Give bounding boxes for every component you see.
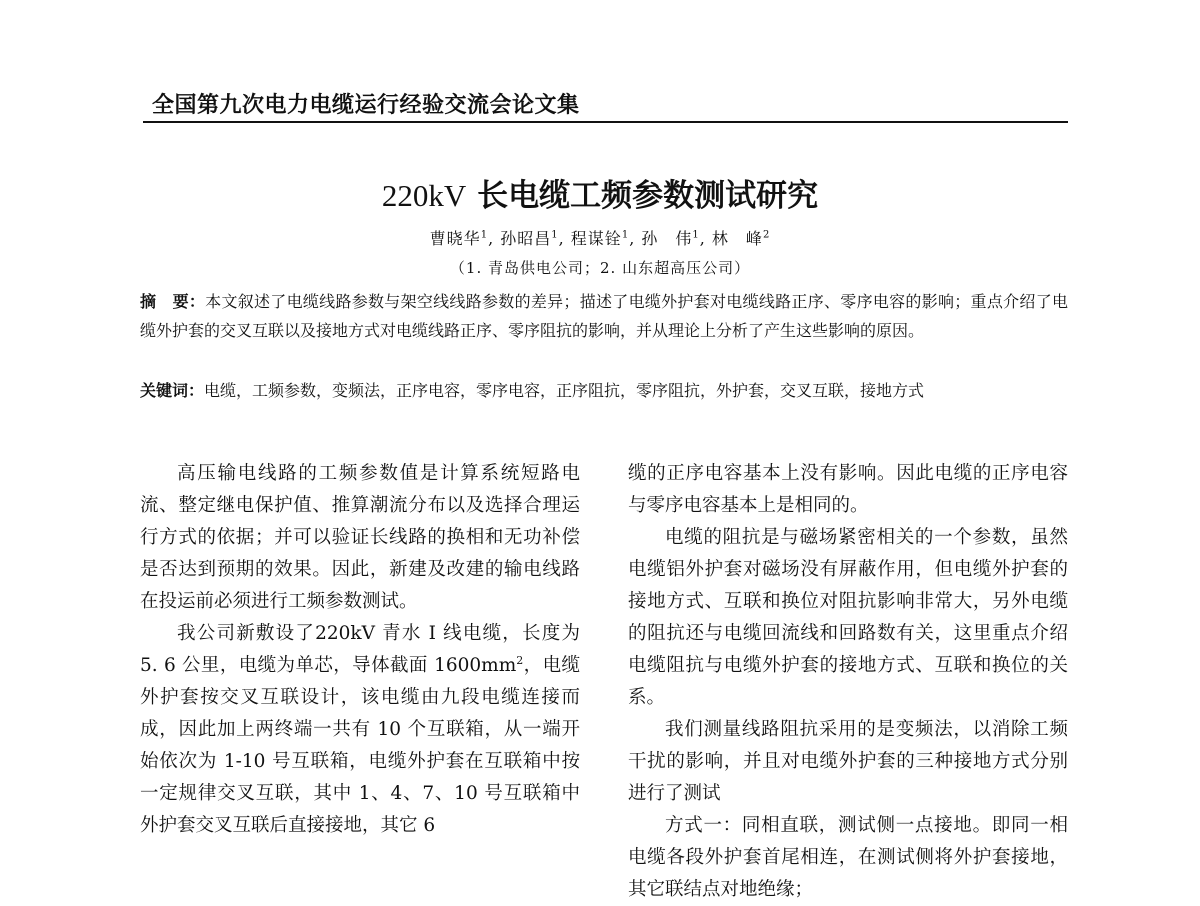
keywords-label: 关键词： — [140, 381, 205, 400]
abstract-text: 本文叙述了电缆线路参数与架空线线路参数的差异；描述了电缆外护套对电缆线路正序、零序电容的影响；重点介绍了电缆外护套的交叉互联以及接地方式对电缆线路正序、零序阻抗的影响，并从理论上分析了产生这些影响的原因。 — [140, 292, 1068, 340]
author-affiliation-mark: 2 — [762, 229, 771, 241]
abstract — [140, 287, 1068, 345]
author-affiliation-mark: 1 — [551, 229, 559, 241]
paper-title — [0, 170, 1200, 215]
keywords — [140, 376, 1068, 405]
abstract-label: 摘 要： — [140, 292, 206, 311]
author-affiliation-mark: 1 — [692, 229, 700, 241]
author — [641, 229, 699, 248]
author-name: 林 峰 — [711, 229, 763, 248]
body-paragraph: 我们测量线路阻抗采用的是变频法，以消除工频干扰的影响，并且对电缆外护套的三种接地方式分别进行了测试 — [628, 719, 1068, 804]
affiliations: （1. 青岛供电公司；2. 山东超高压公司） — [449, 259, 751, 277]
body-text: 我公司新敷设了220kV 青水 I 线电缆，长度为 5. 6 公里，电缆为单芯，导体截面 1600mm — [140, 623, 580, 676]
keywords-text: 电缆，工频参数，变频法，正序电容，零序电容，正序阻抗，零序阻抗，外护套，交叉互联，接地方式 — [204, 381, 925, 400]
body-column-left — [140, 458, 580, 842]
title-voltage: 220kV — [381, 178, 467, 213]
body-paragraph: 方式一：同相直联，测试侧一点接地。即同一相电缆各段外护套首尾相连，在测试侧将外护套接地，其它联结点对地绝缘； — [628, 815, 1068, 900]
author-list: 曹晓华$^1$, 孙昭昌$^1$, 程谋铨$^1$, 孙 伟$^1$, 林 峰$^2$ — [429, 229, 771, 248]
body-text: ，电缆外护套按交叉互联设计，该电缆由九段电缆连接而成，因此加上两终端一共有 10 个互联箱，从一端开始依次为 1-10 号互联箱，电缆外护套在互联箱中按一定规律交叉互联，其中 1、4、7、10 号互联箱中外护套交叉互联后直接接地，其它 6 — [140, 655, 580, 836]
author-name: 曹晓华 — [429, 229, 481, 248]
body-paragraph: 电缆的阻抗是与磁场紧密相关的一个参数，虽然电缆铝外护套对磁场没有屏蔽作用，但电缆外护套的接地方式、互联和换位对阻抗影响非常大，另外电缆的阻抗还与电缆回流线和回路数有关，这里重点介绍电缆阻抗与电缆外护套的接地方式、互联和换位的关系。 — [628, 527, 1068, 708]
author — [500, 229, 558, 248]
author-name: 孙 伟 — [641, 229, 693, 248]
running-header: 全国第九次电力电缆运行经验交流会论文集 — [152, 93, 580, 118]
body-paragraph: 缆的正序电容基本上没有影响。因此电缆的正序电容与零序电容基本上是相同的。 — [628, 463, 1068, 516]
header-rule — [143, 121, 1068, 123]
author-affiliation-mark: 1 — [480, 229, 489, 241]
author — [571, 229, 629, 248]
body-paragraph: 高压输电线路的工频参数值是计算系统短路电流、整定继电保护值、推算潮流分布以及选择合理运行方式的依据；并可以验证长线路的换相和无功补偿是否达到预期的效果。因此，新建及改建的输电线路在投运前必须进行工频参数测试。 — [140, 463, 580, 612]
body-column-right — [628, 458, 1068, 906]
author-name: 程谋铨 — [570, 229, 622, 248]
author — [430, 229, 488, 248]
author-affiliation-mark: 1 — [621, 229, 630, 241]
author — [712, 229, 770, 248]
superscript: 2 — [516, 653, 524, 667]
body-paragraph — [140, 618, 580, 842]
author-name: 孙昭昌 — [500, 229, 552, 248]
title-text: 长电缆工频参数测试研究 — [477, 178, 819, 214]
